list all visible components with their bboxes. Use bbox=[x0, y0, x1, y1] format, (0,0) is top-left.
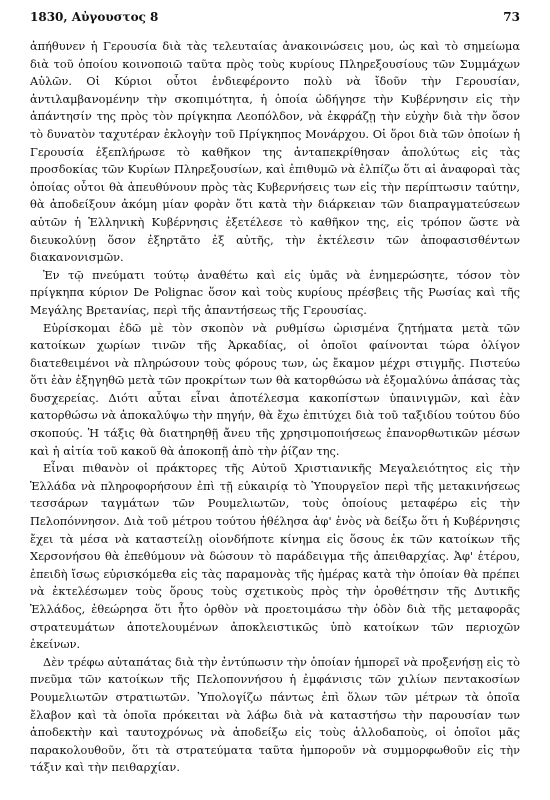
header-date: 1830, Αὐγουστος 8 bbox=[30, 10, 159, 24]
paragraph-2: Ἐν τῷ πνεύματι τούτῳ ἀναθέτω καὶ εἰς ὑμᾶς νὰ ἐνημερώσητε, τόσον τὸν πρίγκηπα κύριον De Polignac ὅσον καὶ τοὺς κυρίους πρέσβεις τῆς Ρωσίας καὶ τῆς Μεγάλης Βρετανίας, περὶ τῆς ἀπαντήσεως τῆς Γερουσίας. bbox=[30, 267, 520, 317]
paragraph-1: ἀπήθυνεν ἡ Γερουσία διὰ τὰς τελευταίας ἀνακοινώσεις μου, ὡς καὶ τὸ σημείωμα διὰ τοῦ ὁποίου κοινοποιῶ ταῦτα πρὸς τοὺς κυρίους Πληρεξουσίους τῶν Συμμάχων Αὐλῶν. Οἱ Κύριοι οὗτοι ἐνδιεφέροντο πολὺ νὰ ἴδοῦν τὴν Γερουσίαν, ἀντιλαμβανομένην τὴν σκοπιμότητα, ἡ ὁποία ὡδήγησε τὴν Κυβέρνησιν εἰς τὴν ἀπάντησίν της πρὸς τὸν πρίγκηπα Λεοπόλδον, νὰ ἐκφράζῃ τὴν εὐχὴν διὰ τὴν ὅσον τὸ δυνατὸν ταχυτέραν ἐκλογὴν τοῦ Πρίγκηπος Μονάρχου. Οἱ ὅροι διὰ τῶν ὁποίων ἡ Γερουσία ἐξεπλήρωσε τὸ καθῆκον της ἀνταπεκρίθησαν ἀπολύτως εἰς τὰς προσδοκίας τῶν Κυρίων Πληρεξουσίων, καὶ ἐπιθυμῶ νὰ ἐλπίζω ὅτι αἱ ἀναφοραὶ τὰς ὁποίας οὗτοι θὰ ἀπευθύνουν πρὸς τὰς Κυβερνήσεις των εἰς τὴν περίπτωσιν ταύτην, θὰ ἀποδείξουν ἀκόμη μίαν φορὰν ὅτι κατὰ τὴν διάρκειαν τῶν διαπραγματεύσεων αὐτῶν ἡ Ἑλληνικὴ Κυβέρνησις ἐξετέλεσε τὸ καθῆκον της, εἰς τρόπον ὥστε νὰ διευκολύνῃ ὅσον ἐξηρτᾶτο ἐξ αὐτῆς, τὴν ἐκτέλεσιν τῶν ἀποφασισθέντων διακανονισμῶν. bbox=[30, 39, 520, 265]
page-header bbox=[30, 10, 520, 24]
body-text bbox=[30, 38, 520, 777]
paragraph-4: Εἶναι πιθανὸν οἱ πράκτορες τῆς Αὐτοῦ Χριστιανικῆς Μεγαλειότητος εἰς τὴν Ἑλλάδα νὰ πληροφορήσουν ἐπὶ τῇ εὐκαιρίᾳ τὸ Ὑπουργεῖον περὶ τῆς μετακινήσεως τεσσάρων ταγμάτων τῶν Ρουμελιωτῶν, τοὺς ὁποίους μεταφέρω εἰς τὴν Πελοπόννησον. Διὰ τοῦ μέτρου τούτου ἠθέλησα ἀφ' ἑνὸς νὰ δείξω ὅτι ἡ Κυβέρνησις ἔχει τὰ μέσα νὰ καταστείλῃ οἱονδήποτε κίνημα εἰς ὅσους ἐκ τῶν κατοίκων τῆς Χερσονήσου θὰ ἐπεθύμουν νὰ δώσουν τὸ παράδειγμα τῆς ἀπειθαρχίας. Ἀφ' ἑτέρου, ἐπειδὴ ἴσως εὑρισκόμεθα εἰς τὰς παραμονὰς τῆς ἡμέρας κατὰ τὴν ὁποίαν θὰ πρέπει νὰ ἐκτελέσωμεν τοὺς ὅρους τοὺς σχετικοὺς πρὸς τὴν ὀροθέτησιν τῆς Δυτικῆς Ἑλλάδος, ἐθεώρησα ὅτι ἦτο ὀρθὸν νὰ προετοιμάσω τὴν ὁδὸν διὰ τῆς μεταφορᾶς στρατευμάτων ἀποτελουμένων ἀποκλειστικῶς ὑπὸ κατοίκων τῶν περιοχῶν ἐκείνων. bbox=[30, 461, 520, 652]
page-number: 73 bbox=[503, 10, 520, 24]
paragraph-3: Εὑρίσκομαι ἐδῶ μὲ τὸν σκοπὸν νὰ ρυθμίσω ὡρισμένα ζητήματα μετὰ τῶν κατοίκων χωρίων τινῶν τῆς Ἀρκαδίας, οἱ ὁποῖοι φαίνονται τώρα ὀλίγον διατεθειμένοι νὰ πληρώσουν τοὺς φόρους των, ὡς ἔκαμον μέχρι στιγμῆς. Πιστεύω ὅτι ἐὰν ἐξηγηθῶ μετὰ τῶν προκρίτων των θὰ κατορθώσω νὰ ἐξομαλύνω ἁπάσας τὰς δυσχερείας. Διότι αὗται εἶναι ἀποτέλεσμα κακοπίστων ὑπαινιγμῶν, καὶ ἐὰν κατορθώσω νὰ ἀποκαλύψω τὴν πηγήν, θὰ ἔχω ἐπιτύχει διὰ τοῦ ταξιδίου τούτου δύο σκοπούς. Ἡ τάξις θὰ διατηρηθῇ ἄνευ τῆς χρησιμοποιήσεως ἐπανορθωτικῶν μέσων καὶ ἡ αἰτία τοῦ κακοῦ θὰ ἀποκοπῇ ἀπὸ τὴν ῥίζαν της. bbox=[30, 320, 520, 458]
paragraph-5: Δὲν τρέφω αὐταπάτας διὰ τὴν ἐντύπωσιν τὴν ὁποίαν ἠμπορεῖ νὰ προξενήσῃ εἰς τὸ πνεῦμα τῶν κατοίκων τῆς Πελοποννήσου ἡ ἐμφάνισις τῶν χιλίων πεντακοσίων Ρουμελιωτῶν στρατιωτῶν. Ὑπολογίζω πάντως ἐπὶ ὅλων τῶν μέτρων τὰ ὁποῖα ἔλαβον καὶ τὰ ὁποῖα πρόκειται νὰ λάβω διὰ νὰ καταστήσω τὴν παρουσίαν των ἀποδεκτὴν καὶ ταυτοχρόνως νὰ ἀποδείξω εἰς τοὺς ἀλλοδαποὺς, οἱ ὁποῖοι μᾶς παρακολουθοῦν, ὅτι τὰ στρατεύματα ταῦτα ἠμποροῦν νὰ συμμορφωθοῦν εἰς τὴν τάξιν καὶ τὴν πειθαρχίαν. bbox=[30, 654, 520, 775]
